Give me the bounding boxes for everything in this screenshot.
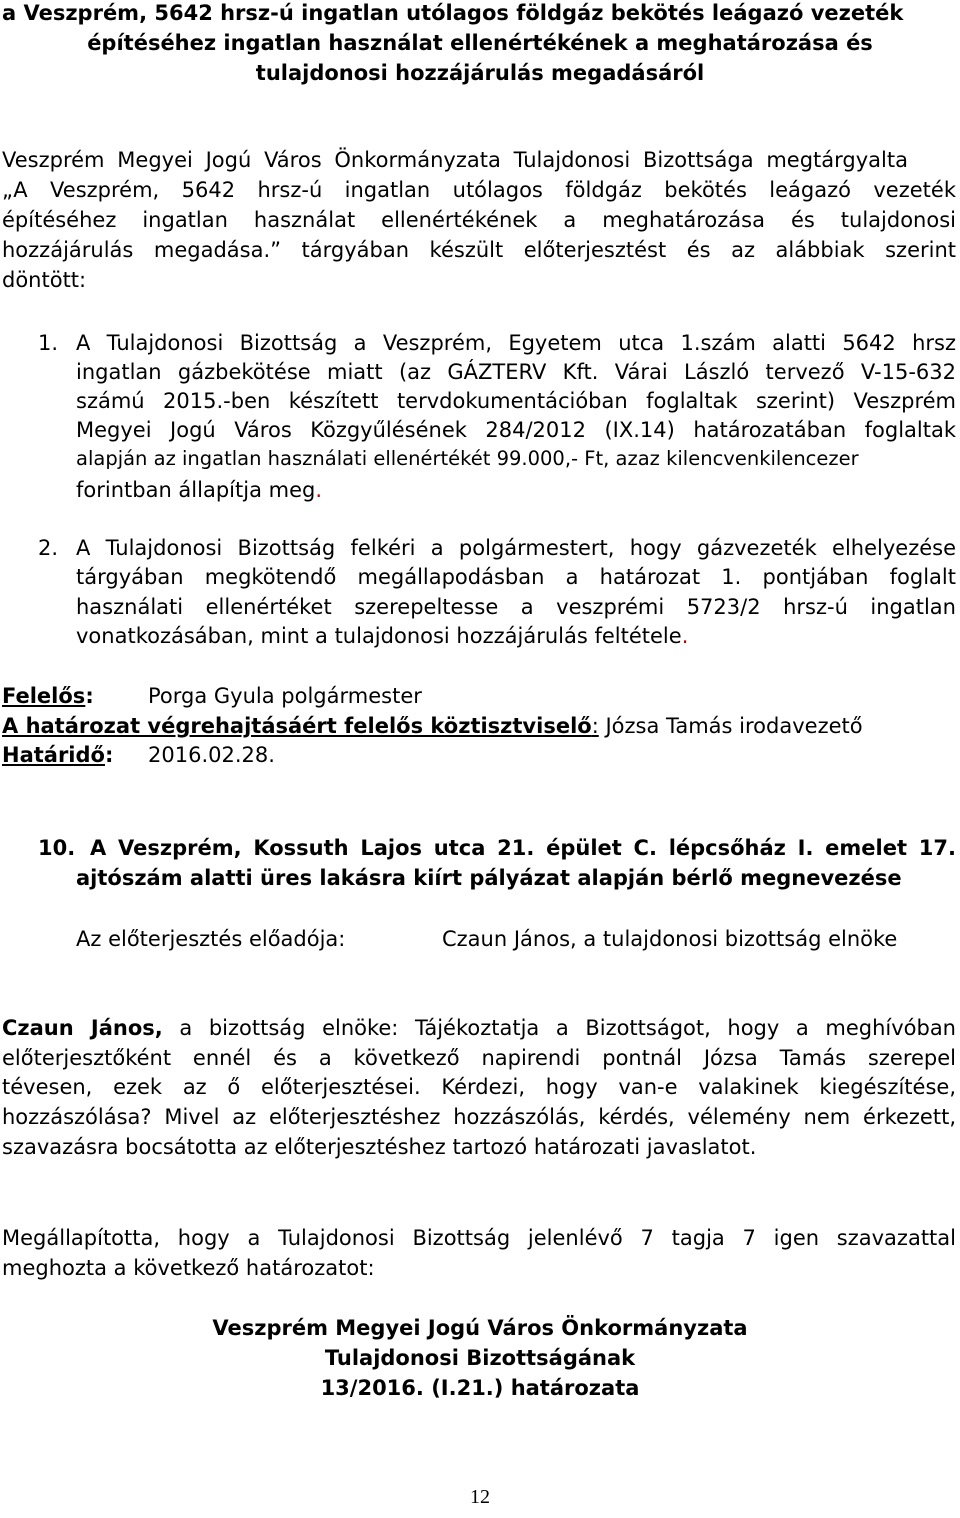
czaun-para-line-2: előterjesztőként ennél és a következő napirendi pontnál Józsa Tamás szerepel: [2, 1046, 956, 1070]
agenda-10-number: 10.: [38, 836, 76, 860]
item-2-line-2: tárgyában megkötendő megállapodásban a határozat 1. pontjában foglalt: [76, 565, 956, 589]
found-para-line-1: Megállapította, hogy a Tulajdonosi Bizottság jelenlévő 7 tagja 7 igen szavazattal: [2, 1226, 956, 1250]
heading-line-3: tulajdonosi hozzájárulás megadásáról: [255, 61, 705, 85]
item-2-line-4-text: vonatkozásában, mint a tulajdonosi hozzájárulás feltétele: [76, 624, 682, 648]
item-2-end-mark: .: [681, 624, 689, 648]
item-1-line-2: ingatlan gázbekötése miatt (az GÁZTERV Kft. Várai László tervező V-15-632: [76, 360, 956, 384]
presenter-label: Az előterjesztés előadója:: [76, 927, 346, 951]
item-1-line-6-text: forintban állapítja meg: [76, 478, 316, 502]
heading-line-2: építéséhez ingatlan használat ellenértékének a meghatározása és: [87, 31, 873, 55]
item-2-number: 2.: [38, 536, 59, 560]
item-1-end-mark: .: [315, 478, 323, 502]
czaun-para-line-3: tévesen, ezek az ő előterjesztései. Kérdezi, hogy van-e valakinek kiegészítése,: [2, 1075, 956, 1099]
responsible-value: Porga Gyula polgármester: [148, 684, 422, 708]
item-1-line-6: [76, 475, 322, 505]
item-1-line-3: számú 2015.-ben készített tervdokumentációban foglaltak szerint) Veszprém: [76, 389, 956, 413]
executor-colon: :: [591, 714, 599, 738]
responsible-colon: :: [85, 684, 94, 708]
agenda-10-line-1: A Veszprém, Kossuth Lajos utca 21. épület C. lépcsőház I. emelet 17.: [90, 836, 956, 860]
intro-line-1: Veszprém Megyei Jogú Város Önkormányzata Tulajdonosi Bizottsága megtárgyalta: [2, 148, 908, 172]
czaun-para-line-5: szavazásra bocsátotta az előterjesztéshez tartozó határozati javaslatot.: [2, 1135, 757, 1159]
intro-line-3: építéséhez ingatlan használat ellenértékének a meghatározása és tulajdonosi: [2, 208, 956, 232]
czaun-para-line-1-text: a bizottság elnöke: Tájékoztatja a Bizottságot, hogy a meghívóban: [162, 1016, 956, 1040]
item-1-line-1: A Tulajdonosi Bizottság a Veszprém, Egyetem utca 1.szám alatti 5642 hrsz: [76, 331, 956, 355]
deadline-label: Határidő: [2, 743, 105, 767]
executor-label: A határozat végrehajtásáért felelős köztisztviselő: [2, 714, 592, 738]
item-2-line-1: A Tulajdonosi Bizottság felkéri a polgármestert, hogy gázvezeték elhelyezése: [76, 536, 956, 560]
executor-row: [2, 711, 863, 741]
responsible-row: [2, 681, 94, 711]
deadline-colon: :: [104, 743, 114, 767]
intro-line-5: döntött:: [2, 268, 87, 292]
intro-line-2: „A Veszprém, 5642 hrsz-ú ingatlan utólagos földgáz bekötés leágazó vezeték: [2, 178, 956, 202]
item-1-number: 1.: [38, 331, 59, 355]
page-number: 12: [470, 1486, 490, 1508]
presenter-value: Czaun János, a tulajdonosi bizottság elnöke: [442, 927, 898, 951]
intro-line-4: hozzájárulás megadása.” tárgyában készült előterjesztést és az alábbiak szerint: [2, 238, 956, 262]
resolution-line-1: Veszprém Megyei Jogú Város Önkormányzata: [212, 1316, 748, 1340]
item-2-line-3: használati ellenértéket szerepeltesse a veszprémi 5723/2 hrsz-ú ingatlan: [76, 595, 956, 619]
speaker-name: Czaun János,: [2, 1016, 163, 1040]
item-1-line-5: alapján az ingatlan használati ellenértékét 99.000,- Ft, azaz kilencvenkilencezer: [76, 447, 859, 470]
deadline-value: 2016.02.28.: [148, 743, 275, 767]
heading-line-1: a Veszprém, 5642 hrsz-ú ingatlan utólagos földgáz bekötés leágazó vezeték: [2, 1, 904, 25]
item-1-line-4: Megyei Jogú Város Közgyűlésének 284/2012 (IX.14) határozatában foglaltak: [76, 418, 956, 442]
deadline-row: [2, 740, 113, 770]
responsible-label: Felelős: [2, 684, 86, 708]
resolution-line-3: 13/2016. (I.21.) határozata: [320, 1376, 640, 1400]
resolution-line-2: Tulajdonosi Bizottságának: [324, 1346, 636, 1370]
executor-value: Józsa Tamás irodavezető: [598, 714, 863, 738]
found-para-line-2: meghozta a következő határozatot:: [2, 1256, 375, 1280]
item-2-line-4: [76, 621, 688, 651]
czaun-para-line-4: hozzászólása? Mivel az előterjesztéshez hozzászólás, kérdés, vélemény nem érkezett,: [2, 1105, 956, 1129]
czaun-para-line-1: [2, 1013, 956, 1043]
agenda-10-line-2: ajtószám alatti üres lakásra kiírt pályázat alapján bérlő megnevezése: [76, 866, 902, 890]
